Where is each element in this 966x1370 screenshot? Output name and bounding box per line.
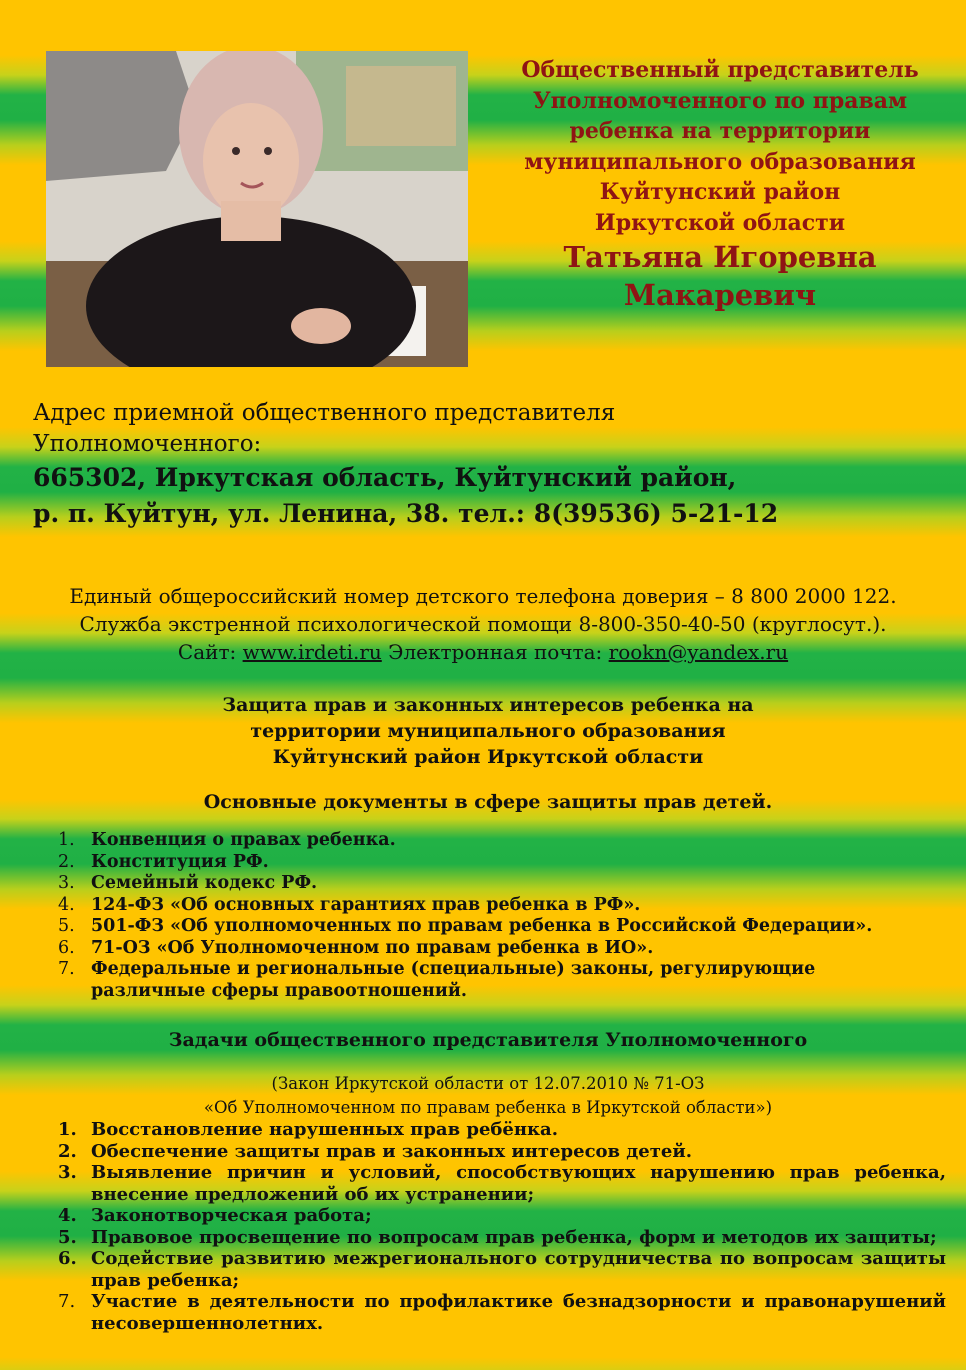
list-text: 124-ФЗ «Об основных гарантиях прав ребенка в РФ». bbox=[91, 894, 641, 915]
list-number: 1. bbox=[58, 830, 75, 850]
header-title-line: Уполномоченного по правам bbox=[532, 87, 908, 114]
representative-name: Татьяна Игоревна bbox=[563, 240, 877, 274]
reception-address bbox=[33, 398, 943, 532]
list-text: Участие в деятельности по профилактике безнадзорности и правонарушений несовершеннолетних. bbox=[91, 1291, 946, 1334]
list-item bbox=[58, 873, 908, 895]
list-number: 1. bbox=[58, 1119, 77, 1140]
list-item bbox=[58, 938, 908, 960]
protection-title-line: территории муниципального образования bbox=[250, 720, 726, 742]
representative-surname: Макаревич bbox=[623, 278, 817, 312]
list-item bbox=[58, 1248, 946, 1291]
list-text: Правовое просвещение по вопросам прав ребенка, форм и методов их защиты; bbox=[91, 1226, 937, 1248]
portrait-illustration bbox=[46, 51, 468, 367]
header-title-line: муниципального образования bbox=[524, 148, 916, 175]
list-text: Конституция РФ. bbox=[91, 851, 269, 872]
list-text: Восстановление нарушенных прав ребёнка. bbox=[91, 1119, 558, 1140]
site-label: Сайт: bbox=[177, 640, 237, 664]
list-item bbox=[58, 895, 908, 917]
list-item bbox=[58, 916, 908, 938]
representative-photo bbox=[46, 51, 468, 367]
list-item bbox=[58, 959, 908, 1002]
list-number: 3. bbox=[58, 1162, 77, 1183]
tasks-list bbox=[58, 1119, 946, 1334]
header-title-line: Куйтунский район bbox=[599, 179, 841, 205]
list-text: Содействие развитию межрегионального сотрудничества по вопросам защиты прав ребенка; bbox=[91, 1248, 946, 1291]
list-text: Федеральные и региональные (специальные) законы, регулирующие различные сферы правоотношений. bbox=[91, 959, 816, 1001]
list-item bbox=[58, 1141, 946, 1163]
list-number: 2. bbox=[58, 851, 75, 872]
list-item bbox=[58, 1205, 946, 1227]
list-number: 7. bbox=[58, 1291, 76, 1312]
list-item bbox=[58, 1162, 946, 1205]
list-text: Конвенция о правах ребенка. bbox=[91, 830, 396, 850]
list-text: Законотворческая работа; bbox=[91, 1205, 372, 1226]
list-item bbox=[58, 1227, 946, 1249]
address-label: Адрес приемной общественного представителя bbox=[33, 400, 616, 426]
contact-info bbox=[20, 582, 946, 666]
site-link[interactable]: www.irdeti.ru bbox=[242, 640, 382, 664]
protection-title-line: Защита прав и законных интересов ребенка на bbox=[222, 694, 754, 716]
header-title-line: Иркутской области bbox=[594, 209, 846, 236]
list-number: 6. bbox=[58, 937, 75, 958]
law-reference bbox=[40, 1072, 936, 1120]
address-value: 665302, Иркутская область, Куйтунский район, bbox=[33, 463, 737, 492]
list-item bbox=[58, 830, 908, 852]
law-reference-line: «Об Уполномоченном по правам ребенка в Иркутской области») bbox=[203, 1098, 773, 1117]
email-label: Электронная почта: bbox=[388, 640, 603, 664]
list-text: Обеспечение защиты прав и законных интересов детей. bbox=[91, 1140, 692, 1162]
tasks-title: Задачи общественного представителя Уполномоченного bbox=[168, 1029, 808, 1051]
web-contacts bbox=[20, 638, 946, 666]
list-text: Семейный кодекс РФ. bbox=[91, 873, 318, 893]
hotline-text: Единый общероссийский номер детского телефона доверия – 8 800 2000 122. bbox=[69, 584, 897, 608]
list-number: 4. bbox=[58, 894, 75, 915]
law-reference-line: (Закон Иркутской области от 12.07.2010 № 71-ОЗ bbox=[271, 1074, 705, 1093]
list-number: 2. bbox=[58, 1140, 77, 1162]
list-number: 4. bbox=[58, 1205, 77, 1226]
documents-list bbox=[58, 830, 908, 1002]
header-block bbox=[490, 55, 950, 314]
list-number: 7. bbox=[58, 959, 75, 979]
documents-title: Основные документы в сфере защиты прав детей. bbox=[203, 791, 773, 813]
list-item bbox=[58, 1119, 946, 1141]
protection-title bbox=[40, 692, 936, 770]
list-text: 501-ФЗ «Об уполномоченных по правам ребенка в Российской Федерации». bbox=[91, 916, 873, 936]
list-number: 3. bbox=[58, 873, 75, 893]
email-link[interactable]: rookn@yandex.ru bbox=[608, 640, 789, 664]
list-item bbox=[58, 852, 908, 874]
list-text: 71-ОЗ «Об Уполномоченном по правам ребенка в ИО». bbox=[91, 937, 654, 958]
header-title-line: Общественный представитель bbox=[521, 57, 919, 83]
list-item bbox=[58, 1291, 946, 1334]
header-title-line: ребенка на территории bbox=[569, 118, 871, 144]
list-number: 5. bbox=[58, 1226, 77, 1248]
list-number: 5. bbox=[58, 916, 75, 936]
emergency-text: Служба экстренной психологической помощи 8-800-350-40-50 (круглосут.). bbox=[79, 612, 887, 636]
address-label: Уполномоченного: bbox=[33, 431, 262, 457]
list-text: Выявление причин и условий, способствующих нарушению прав ребенка, внесение предложений об их устранении; bbox=[91, 1162, 946, 1205]
protection-title-line: Куйтунский район Иркутской области bbox=[272, 746, 704, 768]
list-number: 6. bbox=[58, 1248, 77, 1269]
address-value: р. п. Куйтун, ул. Ленина, 38. тел.: 8(39536) 5-21-12 bbox=[33, 499, 779, 528]
